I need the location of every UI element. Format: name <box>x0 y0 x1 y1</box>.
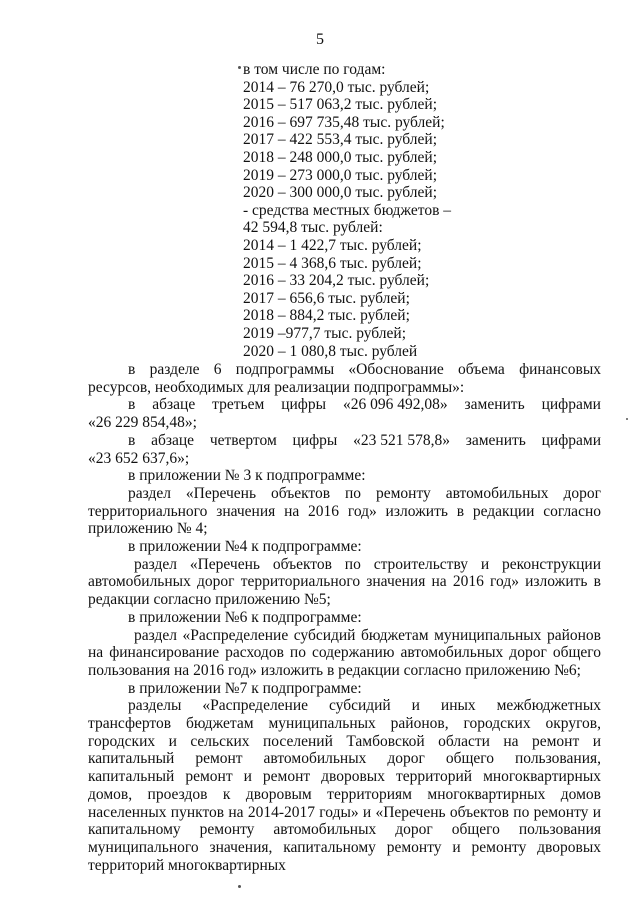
scan-speck <box>238 66 241 69</box>
list-item: 2020 – 1 080,8 тыс. рублей <box>243 342 418 360</box>
section6-para3-line <box>88 396 601 414</box>
word: абзаце <box>151 431 195 449</box>
word: заменить <box>464 396 525 414</box>
new-value: «26 229 854,48»; <box>88 414 197 432</box>
new-value: «23 652 637,6»; <box>88 449 190 467</box>
scan-speck <box>626 418 628 420</box>
word: третьем <box>212 396 265 414</box>
word: в <box>128 396 136 414</box>
appendix3-heading: в приложении № 3 к подпрограмме: <box>128 467 366 485</box>
list-item: 2015 – 4 368,6 тыс. рублей; <box>243 254 422 272</box>
word: заменить <box>465 431 526 449</box>
section6-intro: в разделе 6 подпрограммы «Обоснование объема финансовых ресурсов, необходимых для реализации подпрограммы»: <box>88 361 601 396</box>
appendix7-text: разделы «Распределение субсидий и иных межбюджетных трансфертов бюджетам муниципальных районов, городских округов, городских и сельских поселений Тамбовской области на ремонт и капитальный ремонт автомобильных дорог общего пользования, капитальный ремонт и ремонт дворовых территорий многоквартирных домов, проездов к дворовым территориям многоквартирных домов населенных пунктов на 2014-2017 годы» и «Перечень объектов по ремонту и капитальному ремонту автомобильных дорог общего пользования муниципального значения, капитальному ремонту и ремонту дворовых территорий многоквартирных <box>88 697 601 874</box>
funding-list <box>243 61 451 360</box>
list-item: 2019 – 273 000,0 тыс. рублей; <box>243 166 437 184</box>
list-item: - средства местных бюджетов – <box>243 201 452 219</box>
list-item: 2019 –977,7 тыс. рублей; <box>243 324 406 342</box>
list-item: 2014 – 1 422,7 тыс. рублей; <box>243 236 422 254</box>
old-value: «26 096 492,08» <box>342 396 448 414</box>
document-body <box>88 361 601 874</box>
word: в <box>128 431 136 449</box>
list-item: 2017 – 656,6 тыс. рублей; <box>243 289 410 307</box>
word: цифрами <box>541 396 601 414</box>
appendix7-heading: в приложении №7 к подпрограмме: <box>128 679 362 697</box>
list-item: 2016 – 33 204,2 тыс. рублей; <box>243 272 430 290</box>
list-item: в том числе по годам: <box>243 61 386 78</box>
list-item: 2014 – 76 270,0 тыс. рублей; <box>243 78 430 96</box>
appendix6-text: раздел «Распределение субсидий бюджетам муниципальных районов на финансирование расходов по содержанию автомобильных дорог общего пользования на 2016 год» изложить в редакции согласно приложению №6; <box>88 626 601 679</box>
page-number: 5 <box>316 31 324 48</box>
list-item: 2015 – 517 063,2 тыс. рублей; <box>243 96 437 114</box>
list-item: 2016 – 697 735,48 тыс. рублей; <box>243 113 445 131</box>
list-item: 2018 – 248 000,0 тыс. рублей; <box>243 148 437 166</box>
scan-speck <box>238 885 241 888</box>
word: цифры <box>292 431 338 449</box>
word: цифры <box>281 396 327 414</box>
appendix4-heading: в приложении №4 к подпрограмме: <box>128 538 362 556</box>
list-item: 2017 – 422 553,4 тыс. рублей; <box>243 131 437 149</box>
appendix6-heading: в приложении №6 к подпрограмме: <box>128 608 362 626</box>
word: четвертом <box>209 431 277 449</box>
word: цифрами <box>541 431 601 449</box>
section6-para4-line <box>88 432 601 450</box>
list-item: 2020 – 300 000,0 тыс. рублей; <box>243 184 437 202</box>
appendix4-text: раздел «Перечень объектов по строительству и реконструкции автомобильных дорог территориального значения на 2016 год» изложить в редакции согласно приложению №5; <box>88 555 601 609</box>
list-item: 2018 – 884,2 тыс. рублей; <box>243 307 410 325</box>
word: абзаце <box>152 396 196 414</box>
appendix3-text: раздел «Перечень объектов по ремонту автомобильных дорог территориального значения на 2016 год» изложить в редакции согласно приложению № 4; <box>88 484 601 538</box>
list-item: 42 594,8 тыс. рублей: <box>243 219 383 237</box>
old-value: «23 521 578,8» <box>353 431 450 449</box>
